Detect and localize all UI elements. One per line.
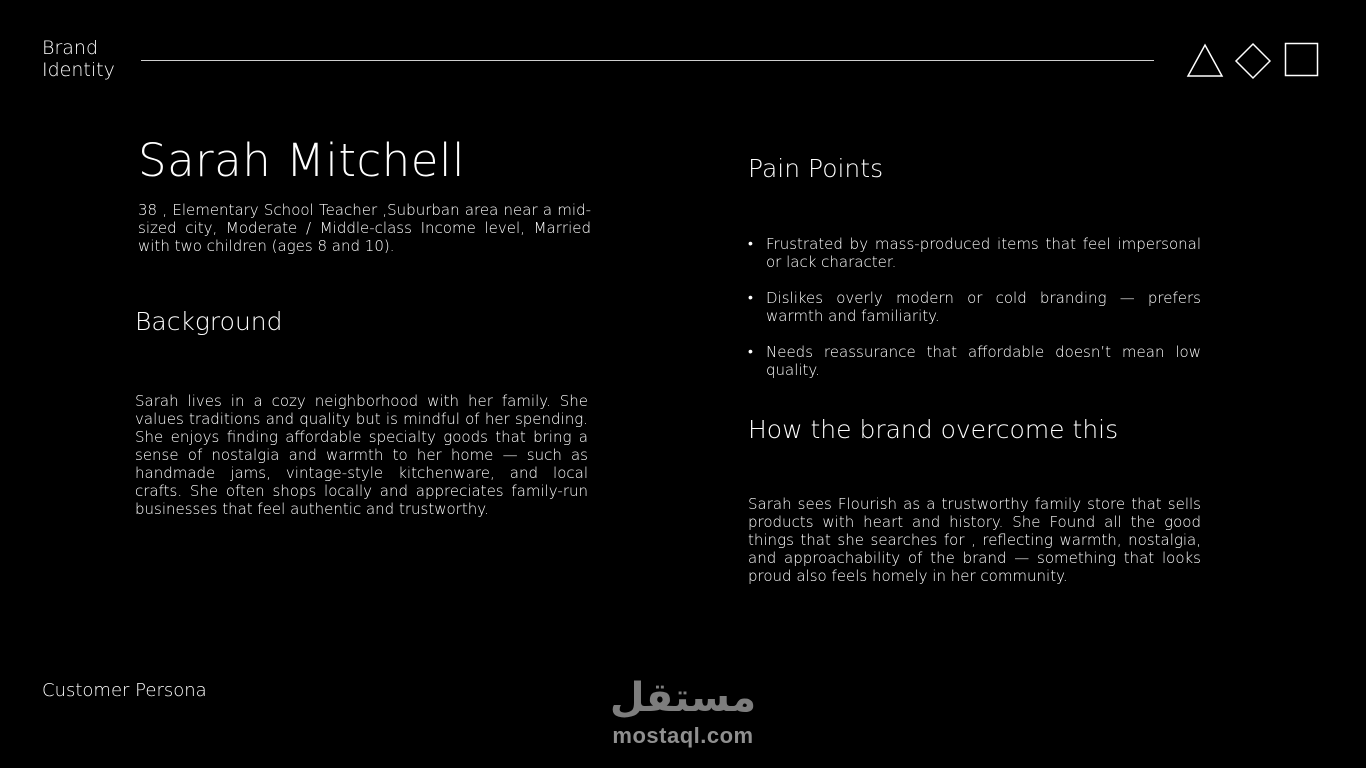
watermark-latin: mostaql.com: [612, 723, 754, 748]
mostaql-watermark: [598, 672, 768, 756]
how-brand-title: How the brand overcome this: [748, 415, 1119, 444]
triangle-icon: [1186, 42, 1224, 78]
watermark-arabic: مستقل: [609, 675, 757, 721]
how-brand-text: Sarah sees Flourish as a trustworthy family store that sells products with heart and history. She Found all the good things that she searches for , reflecting warmth, nostalgia, and approachability of the brand — something that looks proud also feels homely in her community.: [748, 495, 1201, 585]
pain-point-item: [748, 343, 1201, 379]
shape-icons: [1186, 42, 1322, 80]
bullet-icon: •: [748, 236, 753, 252]
pain-point-item: [748, 289, 1201, 325]
background-text: Sarah lives in a cozy neighborhood with her family. She values traditions and quality but is mindful of her spending. She enjoys finding affordable specialty goods that bring a sense of nostalgia and warmth to her home — such as handmade jams, vintage-style kitchenware, and local crafts. She often shops locally and appreciates family-run businesses that feel authentic and trustworthy.: [135, 392, 588, 518]
pain-point-text: Dislikes overly modern or cold branding — prefers warmth and familiarity.: [766, 289, 1201, 325]
pain-points-title: Pain Points: [748, 154, 884, 183]
brand-identity-label: Brand Identity: [42, 37, 115, 81]
header-divider: [141, 60, 1154, 61]
square-icon: [1284, 42, 1320, 78]
persona-details: 38 , Elementary School Teacher ,Suburban area near a mid-sized city, Moderate / Middle-class Income level, Married with two children (ages 8 and 10).: [138, 201, 591, 255]
pain-point-text: Frustrated by mass-produced items that feel impersonal or lack character.: [766, 235, 1201, 271]
persona-name: Sarah Mitchell: [138, 134, 465, 187]
pain-point-item: [748, 235, 1201, 271]
pain-points-list: [748, 235, 1201, 397]
bullet-icon: •: [748, 344, 753, 360]
diamond-icon: [1234, 42, 1272, 80]
customer-persona-label: Customer Persona: [42, 680, 207, 701]
background-title: Background: [135, 307, 283, 336]
pain-point-text: Needs reassurance that affordable doesn’t mean low quality.: [766, 343, 1201, 379]
bullet-icon: •: [748, 290, 753, 306]
